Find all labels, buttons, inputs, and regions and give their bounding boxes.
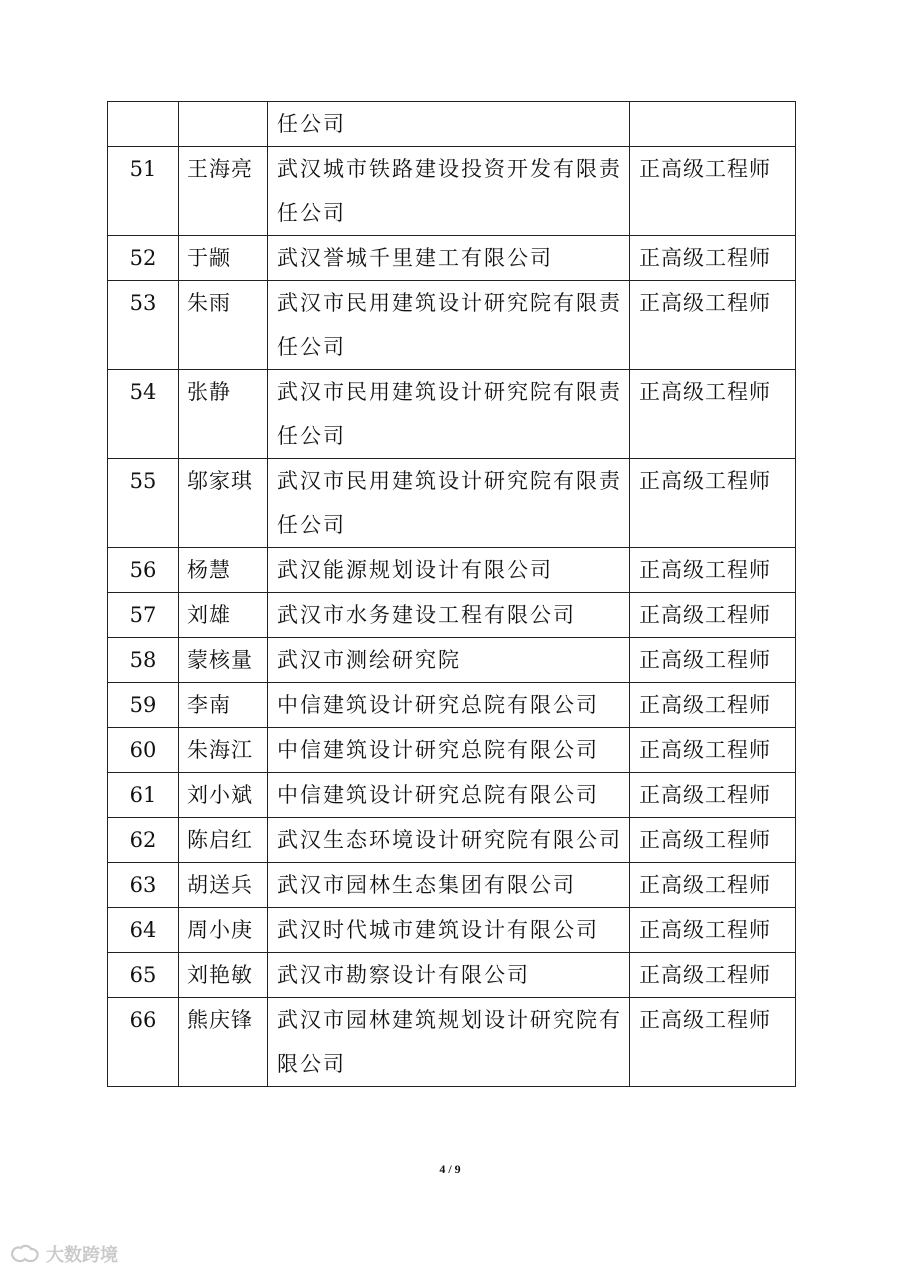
cell-name: 杨慧 xyxy=(179,548,268,593)
cell-title: 正高级工程师 xyxy=(630,593,796,638)
cell-title: 正高级工程师 xyxy=(630,863,796,908)
cell-title: 正高级工程师 xyxy=(630,638,796,683)
cell-number: 60 xyxy=(108,728,179,773)
cell-organization: 武汉市园林生态集团有限公司 xyxy=(268,863,630,908)
cell-name: 于颛 xyxy=(179,236,268,281)
cell-name xyxy=(179,102,268,147)
table-body xyxy=(108,102,796,1087)
cell-title: 正高级工程师 xyxy=(630,548,796,593)
cell-number: 66 xyxy=(108,998,179,1087)
page-number: 4 / 9 xyxy=(439,1162,461,1176)
cell-organization: 中信建筑设计研究总院有限公司 xyxy=(268,773,630,818)
cell-number: 61 xyxy=(108,773,179,818)
cell-organization: 任公司 xyxy=(268,102,630,147)
cell-name: 胡送兵 xyxy=(179,863,268,908)
table-row xyxy=(108,728,796,773)
watermark xyxy=(8,1241,118,1267)
cell-number: 58 xyxy=(108,638,179,683)
cell-organization: 武汉生态环境设计研究院有限公司 xyxy=(268,818,630,863)
cell-number: 51 xyxy=(108,147,179,236)
personnel-table xyxy=(107,101,796,1087)
cell-organization: 武汉时代城市建筑设计有限公司 xyxy=(268,908,630,953)
table-row xyxy=(108,683,796,728)
cell-name: 张静 xyxy=(179,370,268,459)
cell-name: 蒙核量 xyxy=(179,638,268,683)
cell-name: 李南 xyxy=(179,683,268,728)
cell-organization: 中信建筑设计研究总院有限公司 xyxy=(268,683,630,728)
table-row xyxy=(108,236,796,281)
cell-name: 刘小斌 xyxy=(179,773,268,818)
cell-title: 正高级工程师 xyxy=(630,281,796,370)
cell-name: 王海亮 xyxy=(179,147,268,236)
cell-number: 63 xyxy=(108,863,179,908)
table-row xyxy=(108,281,796,370)
cell-number: 57 xyxy=(108,593,179,638)
cell-organization: 武汉市测绘研究院 xyxy=(268,638,630,683)
table-row xyxy=(108,147,796,236)
watermark-text: 大数跨境 xyxy=(46,1245,118,1265)
cell-title: 正高级工程师 xyxy=(630,728,796,773)
cell-number: 56 xyxy=(108,548,179,593)
cell-name: 周小庚 xyxy=(179,908,268,953)
cell-title: 正高级工程师 xyxy=(630,953,796,998)
table-row xyxy=(108,998,796,1087)
cell-name: 熊庆锋 xyxy=(179,998,268,1087)
cell-title: 正高级工程师 xyxy=(630,818,796,863)
cell-number: 55 xyxy=(108,459,179,548)
cell-number: 53 xyxy=(108,281,179,370)
cell-organization: 中信建筑设计研究总院有限公司 xyxy=(268,728,630,773)
cell-organization: 武汉市园林建筑规划设计研究院有限公司 xyxy=(268,998,630,1087)
cell-title: 正高级工程师 xyxy=(630,998,796,1087)
cell-title: 正高级工程师 xyxy=(630,236,796,281)
cell-organization: 武汉市民用建筑设计研究院有限责任公司 xyxy=(268,459,630,548)
table-row xyxy=(108,863,796,908)
cell-title xyxy=(630,102,796,147)
cell-organization: 武汉城市铁路建设投资开发有限责任公司 xyxy=(268,147,630,236)
cell-name: 刘艳敏 xyxy=(179,953,268,998)
cell-name: 朱海江 xyxy=(179,728,268,773)
watermark-logo-icon xyxy=(8,1243,42,1265)
cell-title: 正高级工程师 xyxy=(630,908,796,953)
table-row xyxy=(108,459,796,548)
cell-name: 刘雄 xyxy=(179,593,268,638)
cell-title: 正高级工程师 xyxy=(630,147,796,236)
cell-name: 陈启红 xyxy=(179,818,268,863)
cell-organization: 武汉市水务建设工程有限公司 xyxy=(268,593,630,638)
cell-number xyxy=(108,102,179,147)
cell-number: 62 xyxy=(108,818,179,863)
cell-title: 正高级工程师 xyxy=(630,459,796,548)
cell-title: 正高级工程师 xyxy=(630,683,796,728)
cell-number: 54 xyxy=(108,370,179,459)
table-row xyxy=(108,548,796,593)
cell-organization: 武汉市民用建筑设计研究院有限责任公司 xyxy=(268,281,630,370)
table-row xyxy=(108,908,796,953)
cell-name: 邬家琪 xyxy=(179,459,268,548)
cell-title: 正高级工程师 xyxy=(630,773,796,818)
table-row xyxy=(108,638,796,683)
cell-organization: 武汉市勘察设计有限公司 xyxy=(268,953,630,998)
cell-title: 正高级工程师 xyxy=(630,370,796,459)
cell-organization: 武汉能源规划设计有限公司 xyxy=(268,548,630,593)
cell-number: 52 xyxy=(108,236,179,281)
cell-name: 朱雨 xyxy=(179,281,268,370)
table-row xyxy=(108,818,796,863)
cell-number: 59 xyxy=(108,683,179,728)
table-row xyxy=(108,370,796,459)
table-row xyxy=(108,953,796,998)
table-row xyxy=(108,102,796,147)
cell-number: 64 xyxy=(108,908,179,953)
table-row xyxy=(108,773,796,818)
cell-organization: 武汉誉城千里建工有限公司 xyxy=(268,236,630,281)
cell-organization: 武汉市民用建筑设计研究院有限责任公司 xyxy=(268,370,630,459)
table-row xyxy=(108,593,796,638)
cell-number: 65 xyxy=(108,953,179,998)
